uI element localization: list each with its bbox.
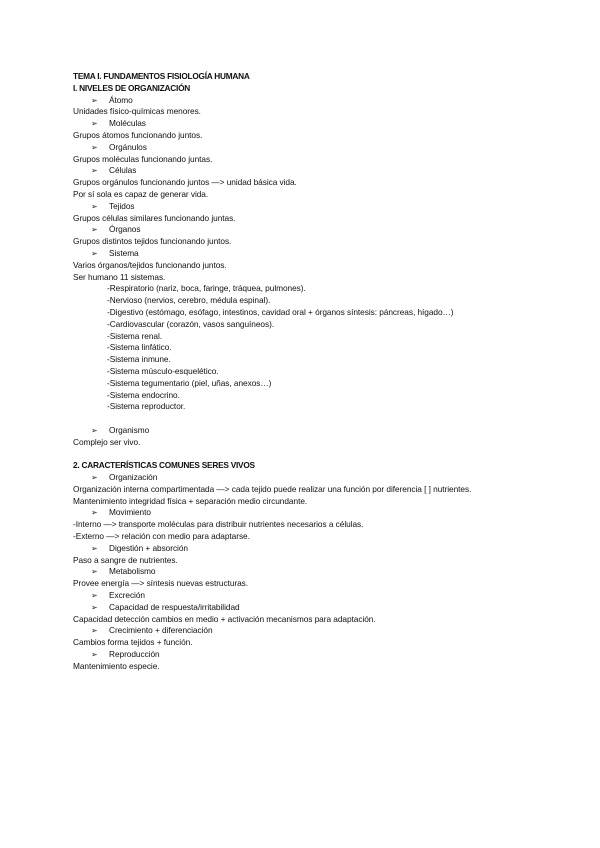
body-line: Grupos moléculas funcionando juntas. (73, 153, 213, 164)
bullet-item (73, 248, 573, 260)
body-line: Grupos orgánulos funcionando juntos —> unidad básica vida. (73, 177, 297, 188)
bullet-label: Organismo (109, 424, 150, 435)
arrow-bullet-icon: ➢ (91, 142, 98, 152)
section-2-body (73, 472, 573, 673)
bullet-item (73, 95, 573, 107)
body-line: Ser humano 11 sistemas. (73, 271, 166, 282)
bullet-item (73, 566, 573, 578)
spacer (73, 413, 573, 425)
arrow-bullet-icon: ➢ (91, 626, 98, 636)
body-line: Cambios forma tejidos + función. (73, 637, 193, 648)
bullet-label: Moléculas (109, 118, 146, 129)
system-list-item: -Respiratorio (nariz, boca, faringe, tráquea, pulmones). (107, 283, 306, 294)
system-list-item: -Sistema reproductor. (107, 401, 186, 412)
bullet-label: Capacidad de respuesta/irritabilidad (109, 601, 240, 612)
arrow-bullet-icon: ➢ (91, 508, 98, 518)
bullet-item (73, 625, 573, 637)
bullet-item (73, 201, 573, 213)
system-list-item: -Sistema renal. (107, 330, 163, 341)
body-line: Capacidad detección cambios en medio + activación mecanismos para adaptación. (73, 613, 376, 624)
body-line: Mantenimiento integridad física + separación medio circundante. (73, 495, 308, 506)
bullet-label: Órganos (109, 224, 141, 235)
system-list-item: -Nervioso (nervios, cerebro, médula espinal). (107, 295, 271, 306)
section-2-heading: 2. CARACTERÍSTICAS COMUNES SERES VIVOS (73, 460, 255, 471)
body-line: -Externo —> relación con medio para adaptarse. (73, 531, 250, 542)
system-list-item: -Digestivo (estómago, esófago, intestinos, cavidad oral + órganos síntesis: páncreas, hígado…) (107, 306, 454, 317)
arrow-bullet-icon: ➢ (91, 119, 98, 129)
body-line: Unidades físico-químicas menores. (73, 106, 201, 117)
document-title: TEMA I. FUNDAMENTOS FISIOLOGÍA HUMANA (73, 71, 250, 81)
bullet-item (73, 602, 573, 614)
arrow-bullet-icon: ➢ (91, 567, 98, 577)
body-line: Por sí sola es capaz de generar vida. (73, 188, 209, 199)
arrow-bullet-icon: ➢ (91, 543, 98, 553)
arrow-bullet-icon: ➢ (91, 166, 98, 176)
section-1-final-item (73, 425, 573, 449)
body-line: Organización interna compartimentada —> cada tejido puede realizar una función por diferencia [ ] nutrientes. (73, 483, 472, 494)
bullet-label: Movimiento (109, 507, 151, 518)
bullet-item (73, 118, 573, 130)
bullet-label: Sistema (109, 247, 139, 258)
section-1-heading: I. NIVELES DE ORGANIZACIÓN (73, 82, 191, 93)
body-line: Grupos átomos funcionando juntos. (73, 129, 203, 140)
document-page (73, 71, 573, 673)
body-line: Grupos células similares funcionando juntas. (73, 212, 236, 223)
bullet-label: Reproducción (109, 649, 160, 660)
bullet-label: Orgánulos (109, 141, 147, 152)
arrow-bullet-icon: ➢ (91, 248, 98, 258)
system-list-item: -Cardiovascular (corazón, vasos sanguíneos). (107, 318, 275, 329)
arrow-bullet-icon: ➢ (91, 95, 98, 105)
body-line: Complejo ser vivo. (73, 436, 141, 447)
arrow-bullet-icon: ➢ (91, 201, 98, 211)
bullet-label: Excreción (109, 590, 145, 601)
bullet-item (73, 472, 573, 484)
bullet-item (73, 142, 573, 154)
bullet-item (73, 543, 573, 555)
body-line: Provee energía —> síntesis nuevas estructuras. (73, 578, 249, 589)
bullet-label: Digestión + absorción (109, 542, 188, 553)
body-line: Varios órganos/tejidos funcionando juntos. (73, 259, 227, 270)
arrow-bullet-icon: ➢ (91, 473, 98, 483)
bullet-item (73, 425, 573, 437)
arrow-bullet-icon: ➢ (91, 425, 98, 435)
bullet-item (73, 165, 573, 177)
body-line: Mantenimiento especie. (73, 660, 160, 671)
arrow-bullet-icon: ➢ (91, 602, 98, 612)
arrow-bullet-icon: ➢ (91, 591, 98, 601)
bullet-label: Células (109, 165, 137, 176)
bullet-item (73, 649, 573, 661)
bullet-label: Crecimiento + diferenciación (109, 625, 213, 636)
bullet-label: Organización (109, 472, 158, 483)
system-list-item: -Sistema linfático. (107, 342, 172, 353)
body-line: -Interno —> transporte moléculas para distribuir nutrientes necesarios a células. (73, 519, 364, 530)
body-line: Grupos distintos tejidos funcionando juntos. (73, 236, 232, 247)
system-list-item: -Sistema tegumentario (piel, uñas, anexos…) (107, 377, 272, 388)
spacer (73, 449, 573, 461)
bullet-label: Metabolismo (109, 566, 156, 577)
body-line: Paso a sangre de nutrientes. (73, 554, 178, 565)
bullet-item (73, 590, 573, 602)
arrow-bullet-icon: ➢ (91, 650, 98, 660)
section-1-body (73, 95, 573, 414)
system-list-item: -Sistema endocrino. (107, 389, 180, 400)
bullet-item (73, 224, 573, 236)
arrow-bullet-icon: ➢ (91, 225, 98, 235)
bullet-item (73, 507, 573, 519)
bullet-label: Átomo (109, 94, 133, 105)
bullet-label: Tejidos (109, 200, 135, 211)
system-list-item: -Sistema inmune. (107, 354, 171, 365)
system-list-item: -Sistema músculo-esquelético. (107, 365, 219, 376)
